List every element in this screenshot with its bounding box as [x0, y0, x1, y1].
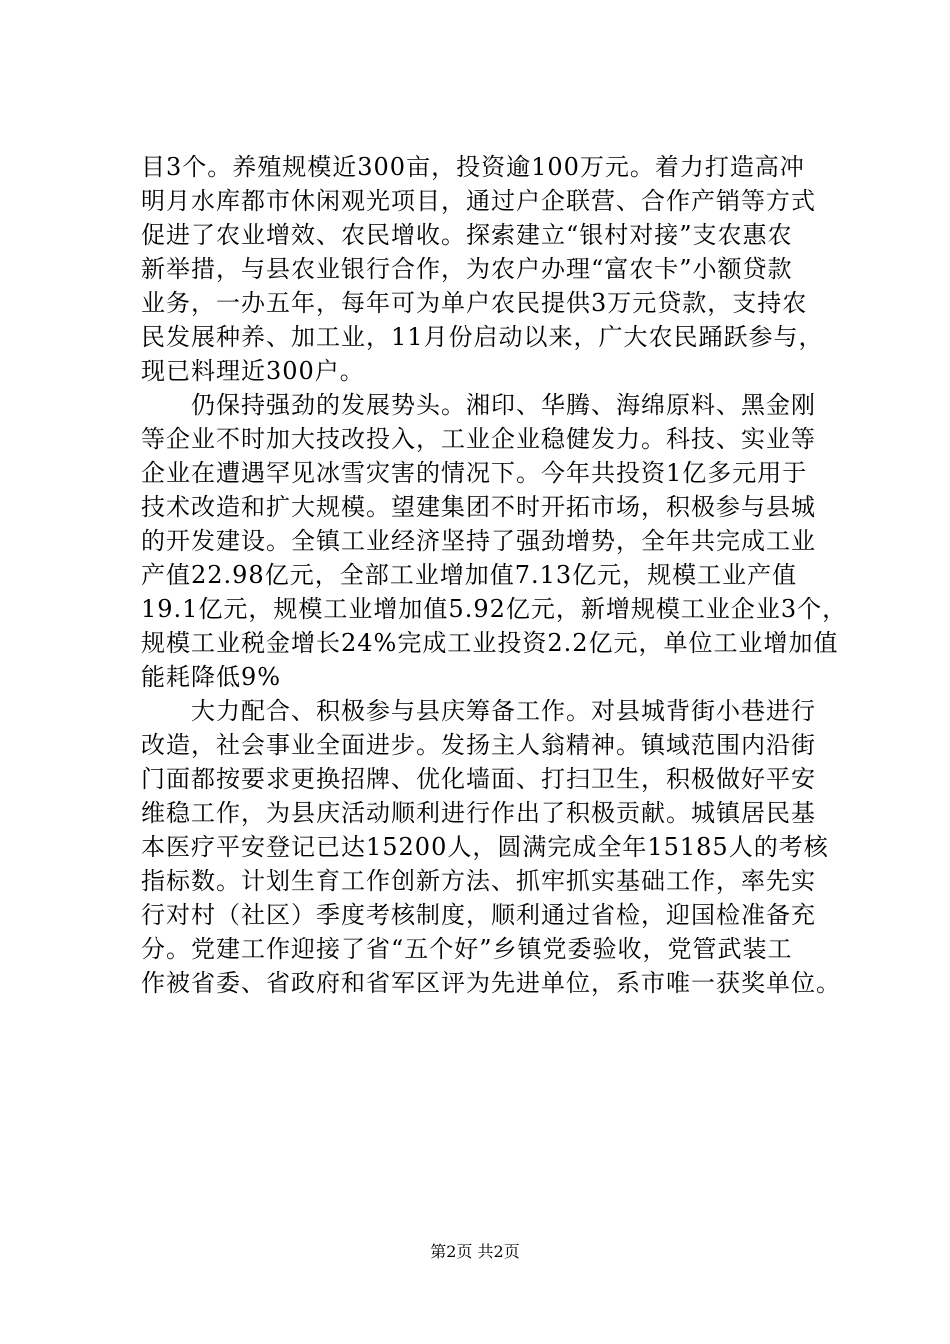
text-line: 现已料理近300户。	[141, 357, 365, 385]
text-line: 指标数。计划生育工作创新方法、抓牢抓实基础工作，率先实	[141, 867, 816, 895]
text-line: 仍保持强劲的发展势头。湘印、华腾、海绵原料、黑金刚	[141, 391, 816, 419]
text-line: 规模工业税金增长24%完成工业投资2.2亿元，单位工业增加值	[141, 629, 839, 657]
text-line: 促进了农业增效、农民增收。探索建立“银村对接”支农惠农	[141, 221, 793, 249]
text-line: 产值22.98亿元，全部工业增加值7.13亿元，规模工业产值	[141, 561, 798, 589]
text-line: 业务，一办五年，每年可为单户农民提供3万元贷款，支持农	[141, 289, 808, 317]
body-text	[141, 150, 861, 1000]
text-line: 作被省委、省政府和省军区评为先进单位，系市唯一获奖单位。	[141, 969, 841, 997]
text-line: 目3个。养殖规模近300亩，投资逾100万元。着力打造高冲	[141, 153, 805, 181]
text-line: 等企业不时加大技改投入，工业企业稳健发力。科技、实业等	[141, 425, 816, 453]
text-line: 分。党建工作迎接了省“五个好”乡镇党委验收，党管武装工	[141, 935, 793, 963]
text-line: 大力配合、积极参与县庆筹备工作。对县城背街小巷进行	[141, 697, 816, 725]
text-line: 维稳工作，为县庆活动顺利进行作出了积极贡献。城镇居民基	[141, 799, 816, 827]
text-line: 行对村（社区）季度考核制度，顺利通过省检，迎国检准备充	[141, 901, 816, 929]
text-line: 新举措，与县农业银行合作，为农户办理“富农卡”小额贷款	[141, 255, 793, 283]
text-line: 的开发建设。全镇工业经济坚持了强劲增势，全年共完成工业	[141, 527, 816, 555]
text-line: 改造，社会事业全面进步。发扬主人翁精神。镇域范围内沿街	[141, 731, 816, 759]
text-line: 能耗降低9%	[141, 663, 282, 691]
text-line: 明月水库都市休闲观光项目，通过户企联营、合作产销等方式	[141, 187, 816, 215]
text-line: 门面都按要求更换招牌、优化墙面、打扫卫生，积极做好平安	[141, 765, 816, 793]
text-line: 19.1亿元，规模工业增加值5.92亿元，新增规模工业企业3个，	[141, 595, 848, 623]
text-line: 技术改造和扩大规模。望建集团不时开拓市场，积极参与县城	[141, 493, 816, 521]
page-number-footer: 第2页 共2页	[430, 1242, 520, 1261]
text-line: 企业在遭遇罕见冰雪灾害的情况下。今年共投资1亿多元用于	[141, 459, 808, 487]
text-line: 本医疗平安登记已达15200人，圆满完成全年15185人的考核	[141, 833, 829, 861]
text-line: 民发展种养、加工业，11月份启动以来，广大农民踊跃参与，	[141, 323, 824, 351]
